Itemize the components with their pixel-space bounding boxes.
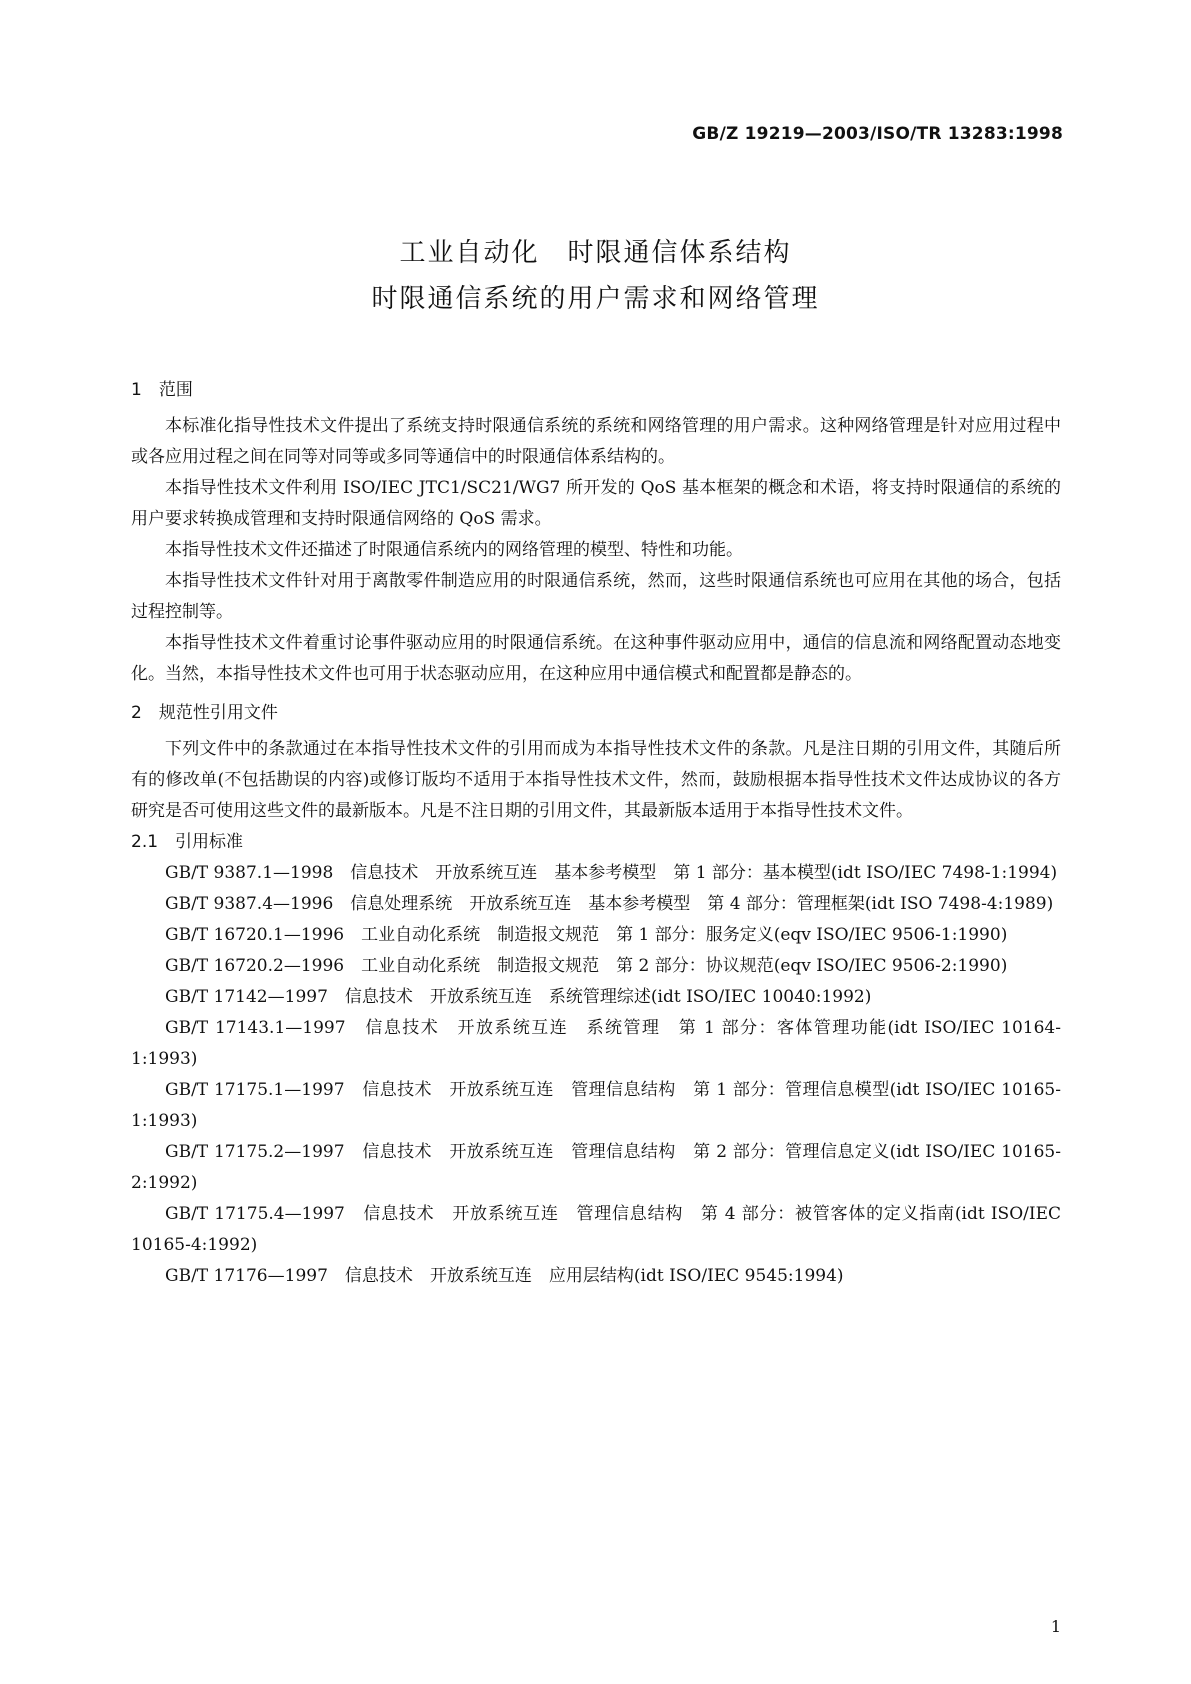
reference-item: GB/T 9387.1—1998 信息技术 开放系统互连 基本参考模型 第 1 部分：基本模型(idt ISO/IEC 7498-1:1994)	[165, 863, 1058, 883]
paragraph: 本指导性技术文件利用 ISO/IEC JTC1/SC21/WG7 所开发的 QoS 基本框架的概念和术语，将支持时限通信的系统的用户要求转换成管理和支持时限通信网络的 QoS 需求。	[131, 478, 1061, 529]
subsection-heading-cited-standards: 2.1 引用标准	[131, 832, 244, 852]
reference-item: GB/T 17176—1997 信息技术 开放系统互连 应用层结构(idt ISO/IEC 9545:1994)	[165, 1266, 844, 1286]
paragraph: 本指导性技术文件着重讨论事件驱动应用的时限通信系统。在这种事件驱动应用中，通信的信息流和网络配置动态地变化。当然，本指导性技术文件也可用于状态驱动应用，在这种应用中通信模式和配置都是静态的。	[131, 633, 1061, 684]
paragraph: 下列文件中的条款通过在本指导性技术文件的引用而成为本指导性技术文件的条款。凡是注日期的引用文件，其随后所有的修改单(不包括勘误的内容)或修订版均不适用于本指导性技术文件，然而，鼓励根据本指导性技术文件达成协议的各方研究是否可使用这些文件的最新版本。凡是不注日期的引用文件，其最新版本适用于本指导性技术文件。	[131, 739, 1061, 821]
reference-item: GB/T 17143.1—1997 信息技术 开放系统互连 系统管理 第 1 部分：客体管理功能(idt ISO/IEC 10164-1:1993)	[131, 1018, 1061, 1069]
reference-item: GB/T 17175.4—1997 信息技术 开放系统互连 管理信息结构 第 4 部分：被管客体的定义指南(idt ISO/IEC 10165-4:1992)	[131, 1204, 1067, 1255]
reference-item: GB/T 9387.4—1996 信息处理系统 开放系统互连 基本参考模型 第 4 部分：管理框架(idt ISO 7498-4:1989)	[165, 894, 1054, 914]
paragraph: 本指导性技术文件还描述了时限通信系统内的网络管理的模型、特性和功能。	[165, 540, 743, 560]
reference-item: GB/T 17175.2—1997 信息技术 开放系统互连 管理信息结构 第 2 部分：管理信息定义(idt ISO/IEC 10165-2:1992)	[131, 1142, 1061, 1193]
page-number: 1	[1050, 1617, 1061, 1636]
section-heading-scope: 1 范围	[131, 380, 193, 400]
body-content	[131, 375, 1067, 1292]
section-heading-normative-references: 2 规范性引用文件	[131, 703, 278, 723]
title-line-2: 时限通信系统的用户需求和网络管理	[371, 284, 820, 314]
reference-list	[131, 858, 1067, 1292]
reference-item: GB/T 16720.2—1996 工业自动化系统 制造报文规范 第 2 部分：协议规范(eqv ISO/IEC 9506-2:1990)	[165, 956, 1008, 976]
paragraph: 本指导性技术文件针对用于离散零件制造应用的时限通信系统，然而，这些时限通信系统也可应用在其他的场合，包括过程控制等。	[131, 571, 1061, 622]
reference-item: GB/T 16720.1—1996 工业自动化系统 制造报文规范 第 1 部分：服务定义(eqv ISO/IEC 9506-1:1990)	[165, 925, 1008, 945]
paragraph: 本标准化指导性技术文件提出了系统支持时限通信系统的系统和网络管理的用户需求。这种网络管理是针对应用过程中或各应用过程之间在同等对同等或多同等通信中的时限通信体系结构的。	[131, 416, 1061, 467]
reference-item: GB/T 17142—1997 信息技术 开放系统互连 系统管理综述(idt ISO/IEC 10040:1992)	[165, 987, 872, 1007]
reference-item: GB/T 17175.1—1997 信息技术 开放系统互连 管理信息结构 第 1 部分：管理信息模型(idt ISO/IEC 10165-1:1993)	[131, 1080, 1061, 1131]
document-code: GB/Z 19219—2003/ISO/TR 13283:1998	[692, 124, 1063, 144]
title-line-1: 工业自动化 时限通信体系结构	[399, 238, 792, 268]
